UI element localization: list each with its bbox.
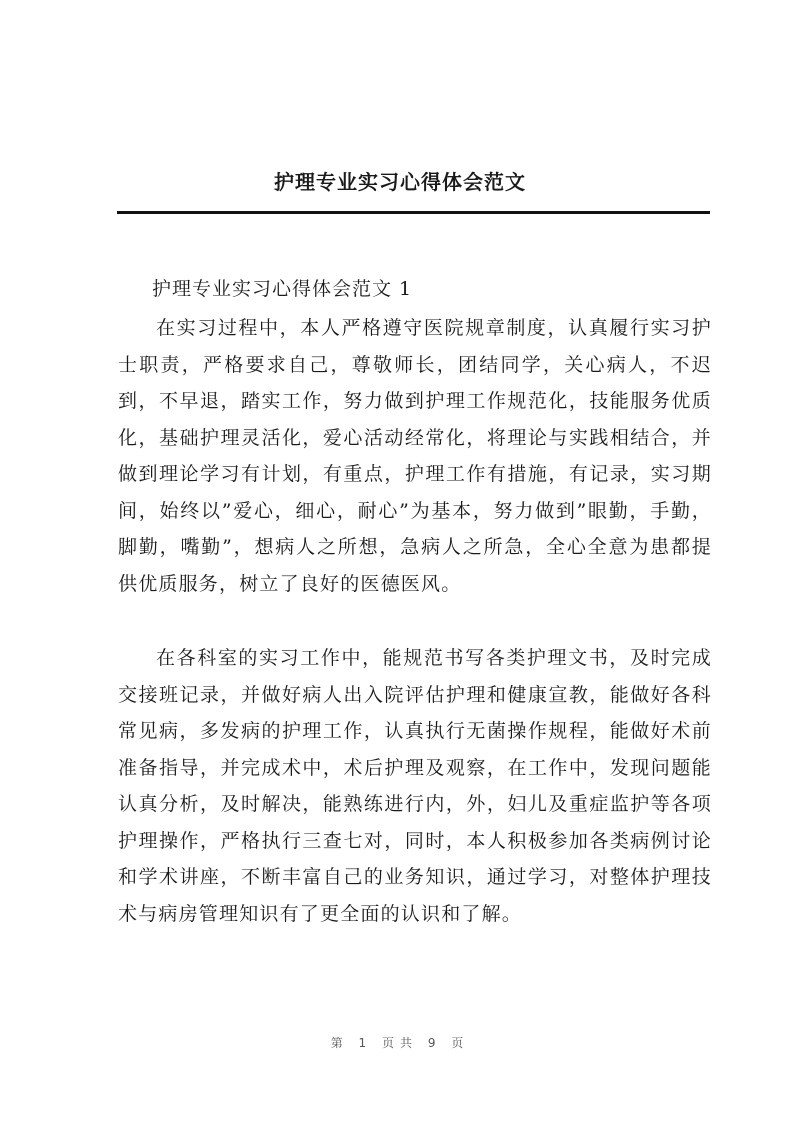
paragraph-1: 在实习过程中，本人严格遵守医院规章制度，认真履行实习护士职责，严格要求自己，尊敬师长，团结同学，关心病人，不迟到，不早退，踏实工作，努力做到护理工作规范化，技能服务优质化，基础护理灵活化，爱心活动经常化，将理论与实践相结合，并做到理论学习有计划，有重点，护理工作有措施，有记录，实习期间，始终以”爱心，细心，耐心”为基本，努力做到”眼勤，手勤，脚勤，嘴勤”，想病人之所想，急病人之所急，全心全意为患都提供优质服务，树立了良好的医德医风。 — [118, 317, 712, 595]
paragraph-2: 在各科室的实习工作中，能规范书写各类护理文书，及时完成交接班记录，并做好病人出入院评估护理和健康宣教，能做好各科常见病，多发病的护理工作，认真执行无菌操作规程，能做好术前准备指导，并完成术中，术后护理及观察，在工作中，发现问题能认真分析，及时解决，能熟练进行内，外，妇儿及重症监护等各项护理操作，严格执行三查七对，同时，本人积极参加各类病例讨论和学术讲座，不断丰富自己的业务知识，通过学习，对整体护理技术与病房管理知识有了更全面的认识和了解。 — [118, 647, 712, 925]
title-divider — [117, 211, 710, 214]
section-heading: 护理专业实习心得体会范文 1 — [152, 278, 413, 300]
page-footer: 第 1 页共 9 页 — [330, 1036, 470, 1050]
document-title: 护理专业实习心得体会范文 — [274, 170, 526, 194]
